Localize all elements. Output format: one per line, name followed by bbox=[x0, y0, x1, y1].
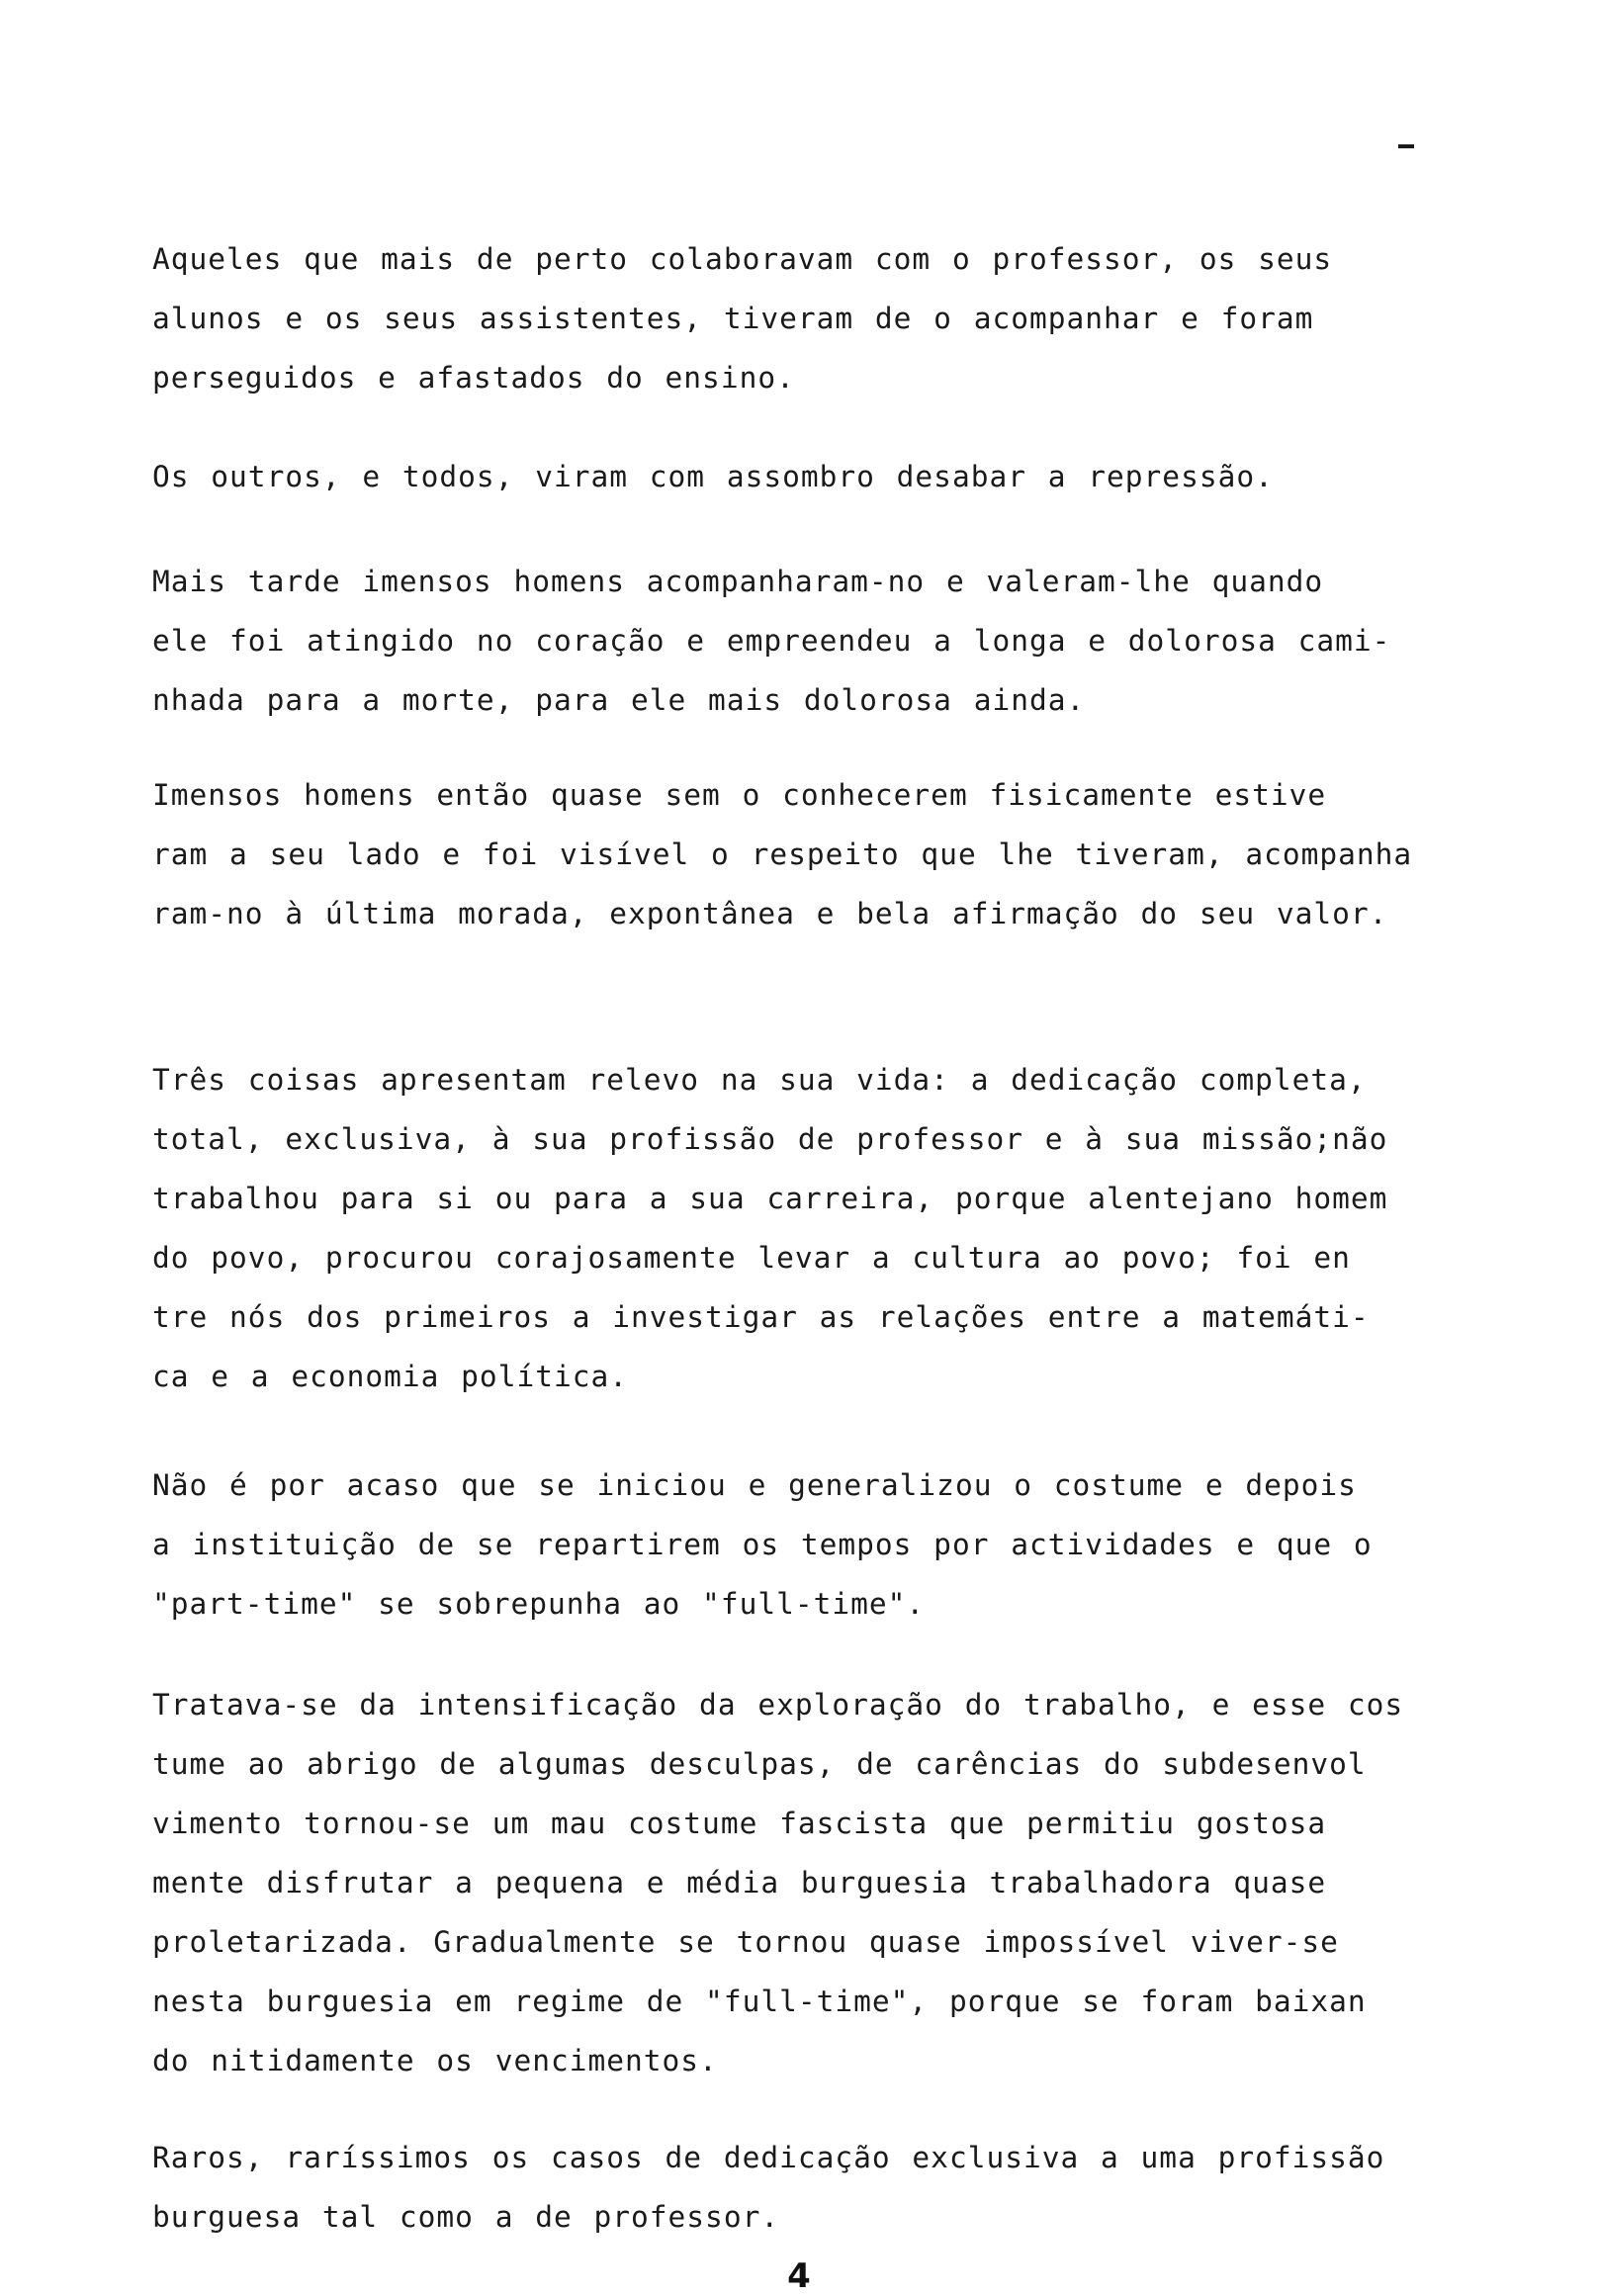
page-corner-mark bbox=[1398, 144, 1414, 148]
text-line: Imensos homens então quase sem o conhecerem fisicamente estive bbox=[152, 778, 1327, 812]
text-line: Os outros, e todos, viram com assombro desabar a repressão. bbox=[152, 460, 1274, 493]
paragraph-5 bbox=[152, 1050, 1428, 1406]
paragraph-7 bbox=[152, 1675, 1428, 2090]
paragraph-3 bbox=[152, 552, 1428, 730]
text-line: do nitidamente os vencimentos. bbox=[152, 2044, 718, 2077]
text-line: do povo, procurou corajosamente levar a cultura ao povo; foi en bbox=[152, 1241, 1351, 1275]
paragraph-8 bbox=[152, 2128, 1428, 2247]
text-line: Raros, raríssimos os casos de dedicação exclusiva a uma profissão bbox=[152, 2141, 1385, 2174]
text-line: a instituição de se repartirem os tempos por actividades e que o bbox=[152, 1528, 1373, 1561]
paragraph-6 bbox=[152, 1456, 1428, 1634]
text-line: proletarizada. Gradualmente se tornou quase impossível viver-se bbox=[152, 1925, 1339, 1959]
text-line: alunos e os seus assistentes, tiveram de o acompanhar e foram bbox=[152, 302, 1314, 335]
text-line: nesta burguesia em regime de "full-time", porque se foram baixan bbox=[152, 1985, 1367, 2018]
page-number: 4 bbox=[787, 2256, 811, 2296]
text-line: trabalhou para si ou para a sua carreira, porque alentejano homem bbox=[152, 1182, 1388, 1215]
paragraph-2 bbox=[152, 447, 1428, 506]
text-line: tume ao abrigo de algumas desculpas, de carências do subdesenvol bbox=[152, 1747, 1367, 1781]
paragraph-4 bbox=[152, 765, 1428, 943]
text-line: total, exclusiva, à sua profissão de professor e à sua missão;não bbox=[152, 1122, 1388, 1156]
text-line: tre nós dos primeiros a investigar as relações entre a matemáti- bbox=[152, 1300, 1370, 1334]
text-line: Mais tarde imensos homens acompanharam-no e valeram-lhe quando bbox=[152, 565, 1324, 598]
text-line: mente disfrutar a pequena e média burguesia trabalhadora quase bbox=[152, 1866, 1327, 1899]
text-line: "part-time" se sobrepunha ao "full-time". bbox=[152, 1587, 926, 1621]
text-line: Não é por acaso que se iniciou e generalizou o costume e depois bbox=[152, 1468, 1357, 1502]
text-line: Tratava-se da intensificação da exploração do trabalho, e esse cos bbox=[152, 1688, 1404, 1722]
text-line: ele foi atingido no coração e empreendeu a longa e dolorosa cami- bbox=[152, 624, 1391, 658]
text-line: ca e a economia política. bbox=[152, 1360, 629, 1393]
text-line: Três coisas apresentam relevo na sua vida: a dedicação completa, bbox=[152, 1063, 1367, 1097]
text-line: nhada para a morte, para ele mais dolorosa ainda. bbox=[152, 683, 1086, 717]
text-line: vimento tornou-se um mau costume fascista que permitiu gostosa bbox=[152, 1807, 1327, 1840]
text-line: burguesa tal como a de professor. bbox=[152, 2200, 780, 2234]
text-line: ram-no à última morada, expontânea e bela afirmação do seu valor. bbox=[152, 897, 1388, 930]
text-line: perseguidos e afastados do ensino. bbox=[152, 361, 795, 395]
text-line: ram a seu lado e foi visível o respeito que lhe tiveram, acompanha bbox=[152, 838, 1413, 871]
paragraph-1 bbox=[152, 229, 1428, 407]
text-line: Aqueles que mais de perto colaboravam com o professor, os seus bbox=[152, 242, 1333, 276]
